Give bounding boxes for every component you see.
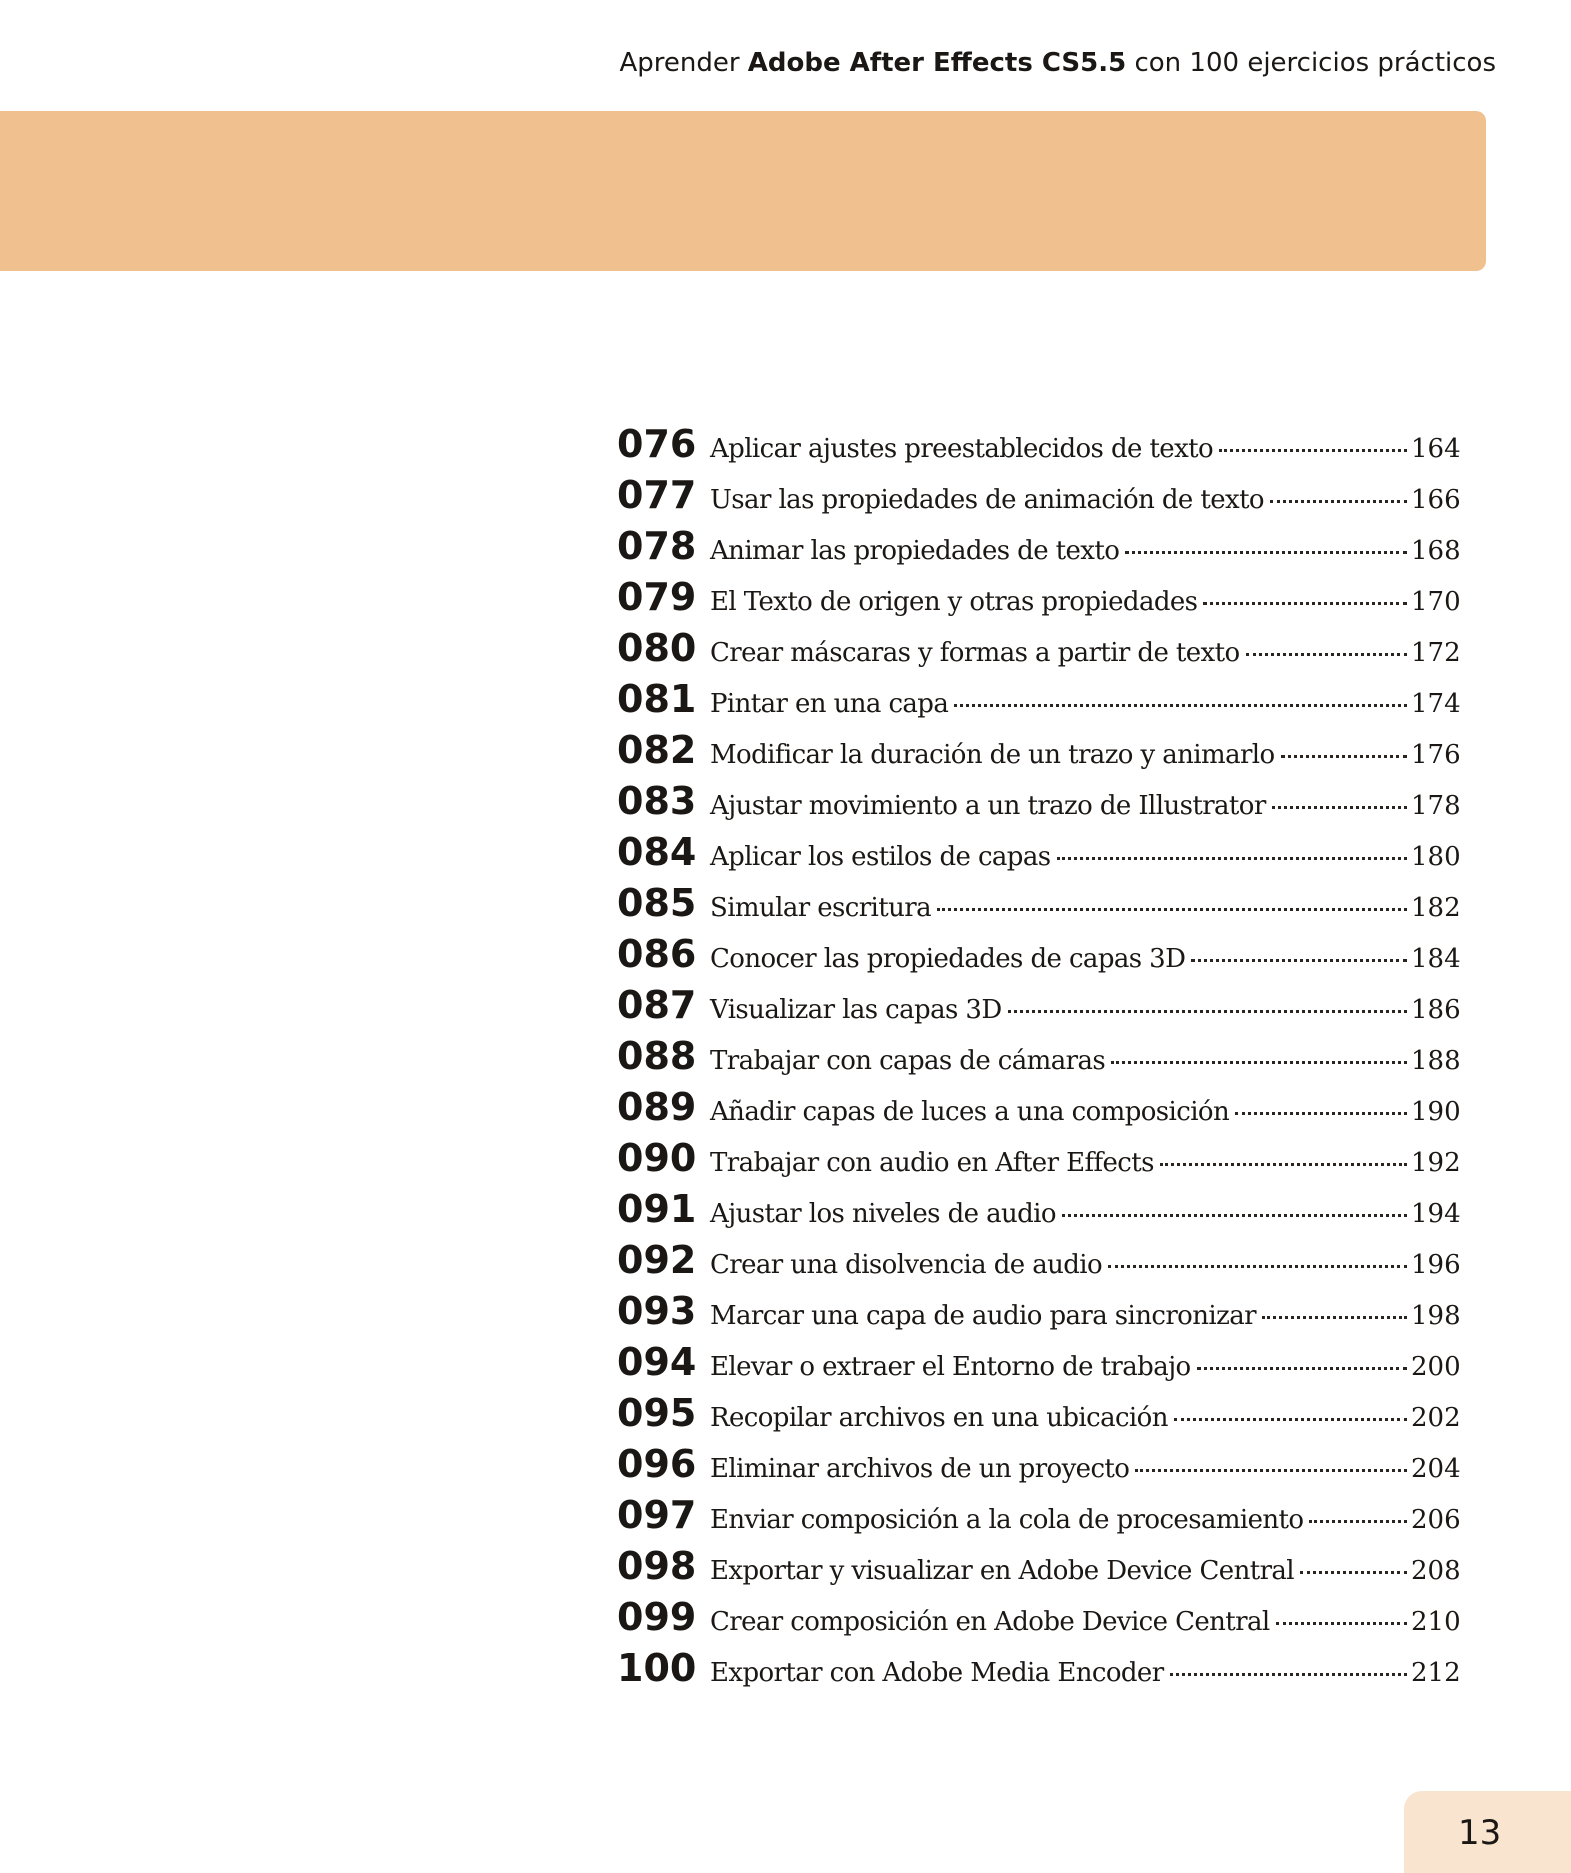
toc-entry[interactable] — [617, 1289, 1459, 1340]
toc-entry-number: 089 — [617, 1085, 697, 1129]
toc-entry-page: 166 — [1411, 485, 1461, 515]
dot-leader — [1008, 1010, 1407, 1013]
toc-entry-number: 076 — [617, 422, 697, 466]
toc-entry-page: 202 — [1411, 1403, 1461, 1433]
toc-entry-title: Animar las propiedades de texto — [710, 536, 1120, 566]
toc-entry-title: Conocer las propiedades de capas 3D — [710, 944, 1186, 974]
toc-entry[interactable] — [617, 830, 1459, 881]
toc-entry-title: Exportar con Adobe Media Encoder — [710, 1658, 1164, 1688]
toc-entry-number: 082 — [617, 728, 697, 772]
toc-entry-number: 091 — [617, 1187, 697, 1231]
toc-entry-number: 087 — [617, 983, 697, 1027]
toc-entry[interactable] — [617, 1136, 1459, 1187]
dot-leader — [1160, 1163, 1407, 1166]
toc-entry-page: 180 — [1411, 842, 1461, 872]
running-header — [619, 48, 1496, 78]
toc-entry-page: 184 — [1411, 944, 1461, 974]
dot-leader — [1174, 1418, 1407, 1421]
toc-entry-number: 079 — [617, 575, 697, 619]
dot-leader — [1276, 1622, 1407, 1625]
toc-entry-title: Trabajar con audio en After Effects — [710, 1148, 1154, 1178]
toc-entry[interactable] — [617, 1442, 1459, 1493]
toc-entry[interactable] — [617, 1187, 1459, 1238]
toc-entry-page: 198 — [1411, 1301, 1461, 1331]
dot-leader — [1270, 500, 1407, 503]
toc-entry-number: 099 — [617, 1595, 697, 1639]
header-suffix: con 100 ejercicios prácticos — [1134, 48, 1496, 78]
dot-leader — [1272, 806, 1407, 809]
toc-entry[interactable] — [617, 1391, 1459, 1442]
toc-entry[interactable] — [617, 524, 1459, 575]
dot-leader — [1246, 653, 1407, 656]
toc-entry-title: Simular escritura — [710, 893, 931, 923]
toc-entry-title: Elevar o extraer el Entorno de trabajo — [710, 1352, 1191, 1382]
toc-entry-number: 100 — [617, 1646, 697, 1690]
toc-entry-title: Enviar composición a la cola de procesamiento — [710, 1505, 1304, 1535]
toc-entry-page: 168 — [1411, 536, 1461, 566]
toc-entry-title: Recopilar archivos en una ubicación — [710, 1403, 1168, 1433]
dot-leader — [937, 908, 1407, 911]
toc-entry-number: 078 — [617, 524, 697, 568]
toc-entry-title: Visualizar las capas 3D — [710, 995, 1002, 1025]
toc-entry[interactable] — [617, 932, 1459, 983]
toc-entry-page: 194 — [1411, 1199, 1461, 1229]
dot-leader — [1191, 959, 1407, 962]
toc-entry-number: 086 — [617, 932, 697, 976]
toc-entry-title: Pintar en una capa — [710, 689, 949, 719]
toc-entry-number: 093 — [617, 1289, 697, 1333]
toc-entry-page: 186 — [1411, 995, 1461, 1025]
dot-leader — [1309, 1520, 1407, 1523]
toc-entry[interactable] — [617, 473, 1459, 524]
toc-entry[interactable] — [617, 1238, 1459, 1289]
toc-entry-title: Trabajar con capas de cámaras — [710, 1046, 1106, 1076]
toc-entry[interactable] — [617, 1085, 1459, 1136]
toc-entry[interactable] — [617, 1034, 1459, 1085]
toc-entry[interactable] — [617, 1340, 1459, 1391]
dot-leader — [1170, 1673, 1407, 1676]
toc-entry[interactable] — [617, 779, 1459, 830]
toc-entry-title: Eliminar archivos de un proyecto — [710, 1454, 1130, 1484]
toc-entry-number: 083 — [617, 779, 697, 823]
toc-entry-page: 172 — [1411, 638, 1461, 668]
toc-entry[interactable] — [617, 881, 1459, 932]
toc-entry-title: Ajustar movimiento a un trazo de Illustrator — [710, 791, 1266, 821]
toc-entry[interactable] — [617, 626, 1459, 677]
dot-leader — [1111, 1061, 1407, 1064]
toc-entry-page: 210 — [1411, 1607, 1461, 1637]
toc-entry-page: 204 — [1411, 1454, 1461, 1484]
toc-entry-number: 094 — [617, 1340, 697, 1384]
toc-entry[interactable] — [617, 575, 1459, 626]
toc-entry-page: 170 — [1411, 587, 1461, 617]
toc-entry-title: Exportar y visualizar en Adobe Device Central — [710, 1556, 1295, 1586]
toc-entry-page: 174 — [1411, 689, 1461, 719]
toc-entry-title: Crear máscaras y formas a partir de texto — [710, 638, 1240, 668]
toc-entry-number: 098 — [617, 1544, 697, 1588]
table-of-contents — [617, 422, 1459, 1697]
toc-entry-title: Crear composición en Adobe Device Central — [710, 1607, 1270, 1637]
toc-entry-number: 095 — [617, 1391, 697, 1435]
dot-leader — [1262, 1316, 1407, 1319]
toc-entry-number: 096 — [617, 1442, 697, 1486]
dot-leader — [1062, 1214, 1407, 1217]
toc-entry-title: Aplicar los estilos de capas — [710, 842, 1051, 872]
dot-leader — [1203, 602, 1407, 605]
toc-entry-page: 192 — [1411, 1148, 1461, 1178]
toc-entry-title: Modificar la duración de un trazo y animarlo — [710, 740, 1275, 770]
header-book-title: Adobe After Effects CS5.5 — [747, 48, 1127, 78]
page-number: 13 — [1458, 1813, 1502, 1853]
dot-leader — [1281, 755, 1407, 758]
dot-leader — [1235, 1112, 1407, 1115]
toc-entry-page: 196 — [1411, 1250, 1461, 1280]
toc-entry[interactable] — [617, 1646, 1459, 1697]
dot-leader — [1219, 449, 1407, 452]
toc-entry-title: Añadir capas de luces a una composición — [710, 1097, 1230, 1127]
dot-leader — [954, 704, 1407, 707]
toc-entry-number: 085 — [617, 881, 697, 925]
toc-entry-page: 188 — [1411, 1046, 1461, 1076]
toc-entry[interactable] — [617, 677, 1459, 728]
toc-entry-page: 190 — [1411, 1097, 1461, 1127]
toc-entry[interactable] — [617, 422, 1459, 473]
toc-entry-number: 092 — [617, 1238, 697, 1282]
toc-entry-title: Usar las propiedades de animación de texto — [710, 485, 1264, 515]
toc-entry-number: 084 — [617, 830, 697, 874]
toc-entry[interactable] — [617, 1595, 1459, 1646]
toc-entry-number: 081 — [617, 677, 697, 721]
toc-entry-title: Crear una disolvencia de audio — [710, 1250, 1103, 1280]
dot-leader — [1197, 1367, 1407, 1370]
toc-entry-page: 212 — [1411, 1658, 1461, 1688]
toc-entry[interactable] — [617, 983, 1459, 1034]
toc-entry-page: 208 — [1411, 1556, 1461, 1586]
dot-leader — [1135, 1469, 1407, 1472]
decorative-color-band — [0, 111, 1486, 271]
toc-entry-page: 200 — [1411, 1352, 1461, 1382]
toc-entry-page: 176 — [1411, 740, 1461, 770]
toc-entry-number: 080 — [617, 626, 697, 670]
dot-leader — [1300, 1571, 1407, 1574]
dot-leader — [1057, 857, 1408, 860]
toc-entry-title: Aplicar ajustes preestablecidos de texto — [710, 434, 1214, 464]
toc-entry-number: 077 — [617, 473, 697, 517]
toc-entry-page: 182 — [1411, 893, 1461, 923]
toc-entry[interactable] — [617, 1493, 1459, 1544]
toc-entry-title: El Texto de origen y otras propiedades — [710, 587, 1198, 617]
toc-entry[interactable] — [617, 1544, 1459, 1595]
header-prefix: Aprender — [619, 48, 740, 78]
toc-entry-title: Ajustar los niveles de audio — [710, 1199, 1056, 1229]
toc-entry-page: 206 — [1411, 1505, 1461, 1535]
toc-entry[interactable] — [617, 728, 1459, 779]
toc-entry-number: 088 — [617, 1034, 697, 1078]
dot-leader — [1108, 1265, 1407, 1268]
toc-entry-number: 090 — [617, 1136, 697, 1180]
toc-entry-number: 097 — [617, 1493, 697, 1537]
toc-entry-page: 164 — [1411, 434, 1461, 464]
toc-entry-page: 178 — [1411, 791, 1461, 821]
toc-entry-title: Marcar una capa de audio para sincronizar — [710, 1301, 1256, 1331]
dot-leader — [1125, 551, 1407, 554]
